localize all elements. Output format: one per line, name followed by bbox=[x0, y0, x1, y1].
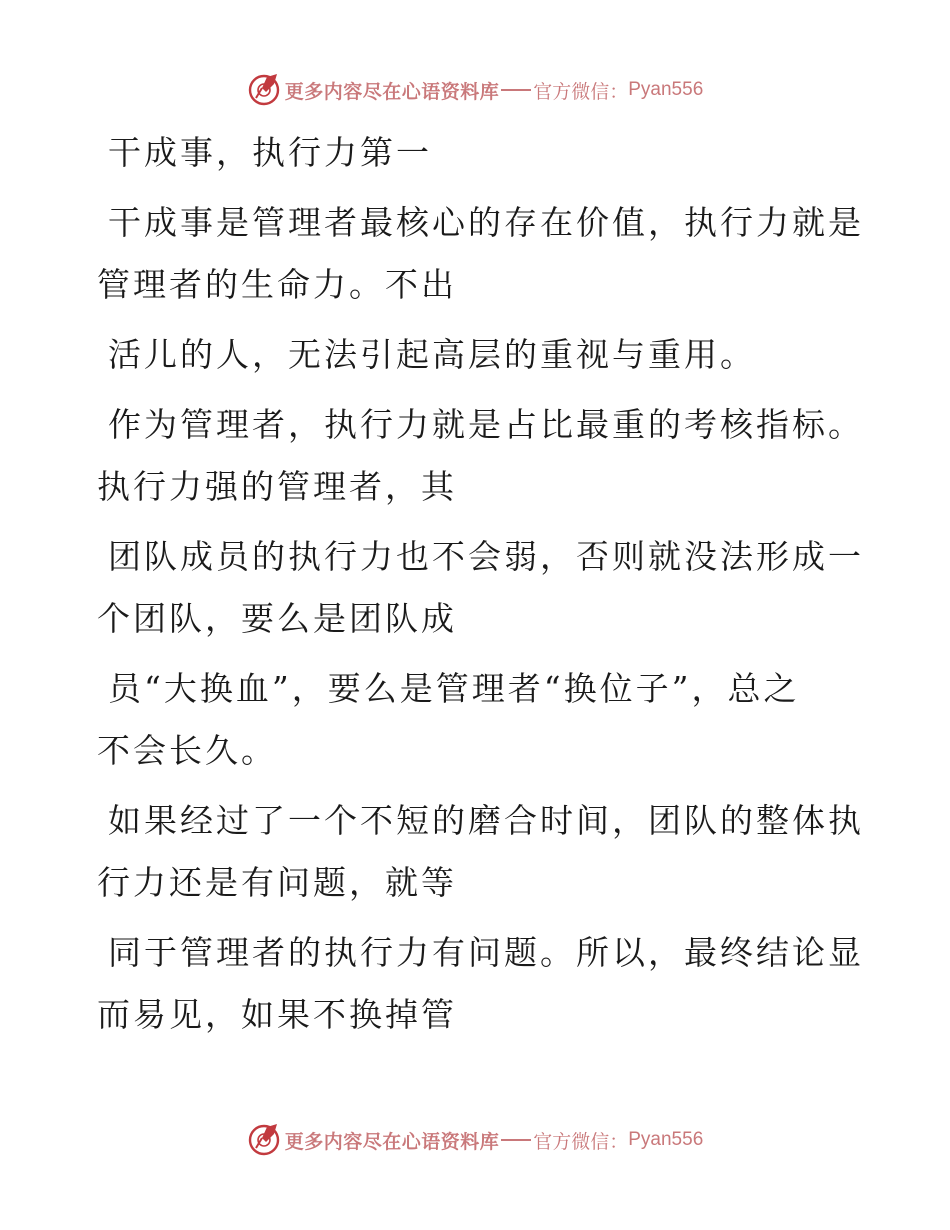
pen-nib-logo-icon bbox=[247, 73, 281, 107]
paragraph-7-line-2: 而易见，如果不换掉管 bbox=[97, 995, 457, 1034]
header-wechat-id: Pyan556 bbox=[628, 79, 704, 100]
paragraph-4-line-2: 个团队，要么是团队成 bbox=[97, 599, 457, 638]
paragraph-5-line-1: 员“大换血”，要么是管理者“换位子”，总之 bbox=[108, 669, 800, 708]
footer-wechat-label: 官方微信： bbox=[533, 1130, 629, 1153]
footer-wechat-id: Pyan556 bbox=[628, 1129, 704, 1150]
document-body bbox=[97, 122, 864, 1046]
footer-banner bbox=[0, 1120, 950, 1160]
paragraph-6-line-1: 如果经过了一个不短的磨合时间，团队的整体执 bbox=[108, 801, 864, 840]
footer-banner-dash bbox=[501, 1139, 531, 1141]
paragraph-6-line-2: 行力还是有问题，就等 bbox=[97, 863, 457, 902]
document-title: 干成事，执行力第一 bbox=[108, 133, 432, 172]
paragraph-1-line-1: 干成事是管理者最核心的存在价值，执行力就是 bbox=[108, 203, 864, 242]
paragraph-3-line-2: 执行力强的管理者，其 bbox=[97, 467, 457, 506]
paragraph-5-line-2: 不会长久。 bbox=[97, 731, 277, 770]
footer-banner-text: 更多内容尽在心语资料库 bbox=[284, 1130, 500, 1153]
header-banner-text: 更多内容尽在心语资料库 bbox=[284, 80, 500, 103]
paragraph-2-line-1: 活儿的人，无法引起高层的重视与重用。 bbox=[108, 335, 756, 374]
header-wechat-label: 官方微信： bbox=[533, 80, 629, 103]
paragraph-1-line-2: 管理者的生命力。不出 bbox=[97, 265, 457, 304]
paragraph-7-line-1: 同于管理者的执行力有问题。所以，最终结论显 bbox=[108, 933, 864, 972]
paragraph-4-line-1: 团队成员的执行力也不会弱，否则就没法形成一 bbox=[108, 537, 864, 576]
pen-nib-logo-icon bbox=[247, 1123, 281, 1157]
header-banner bbox=[0, 70, 950, 110]
header-banner-dash bbox=[501, 89, 531, 91]
paragraph-3-line-1: 作为管理者，执行力就是占比最重的考核指标。 bbox=[108, 405, 864, 444]
